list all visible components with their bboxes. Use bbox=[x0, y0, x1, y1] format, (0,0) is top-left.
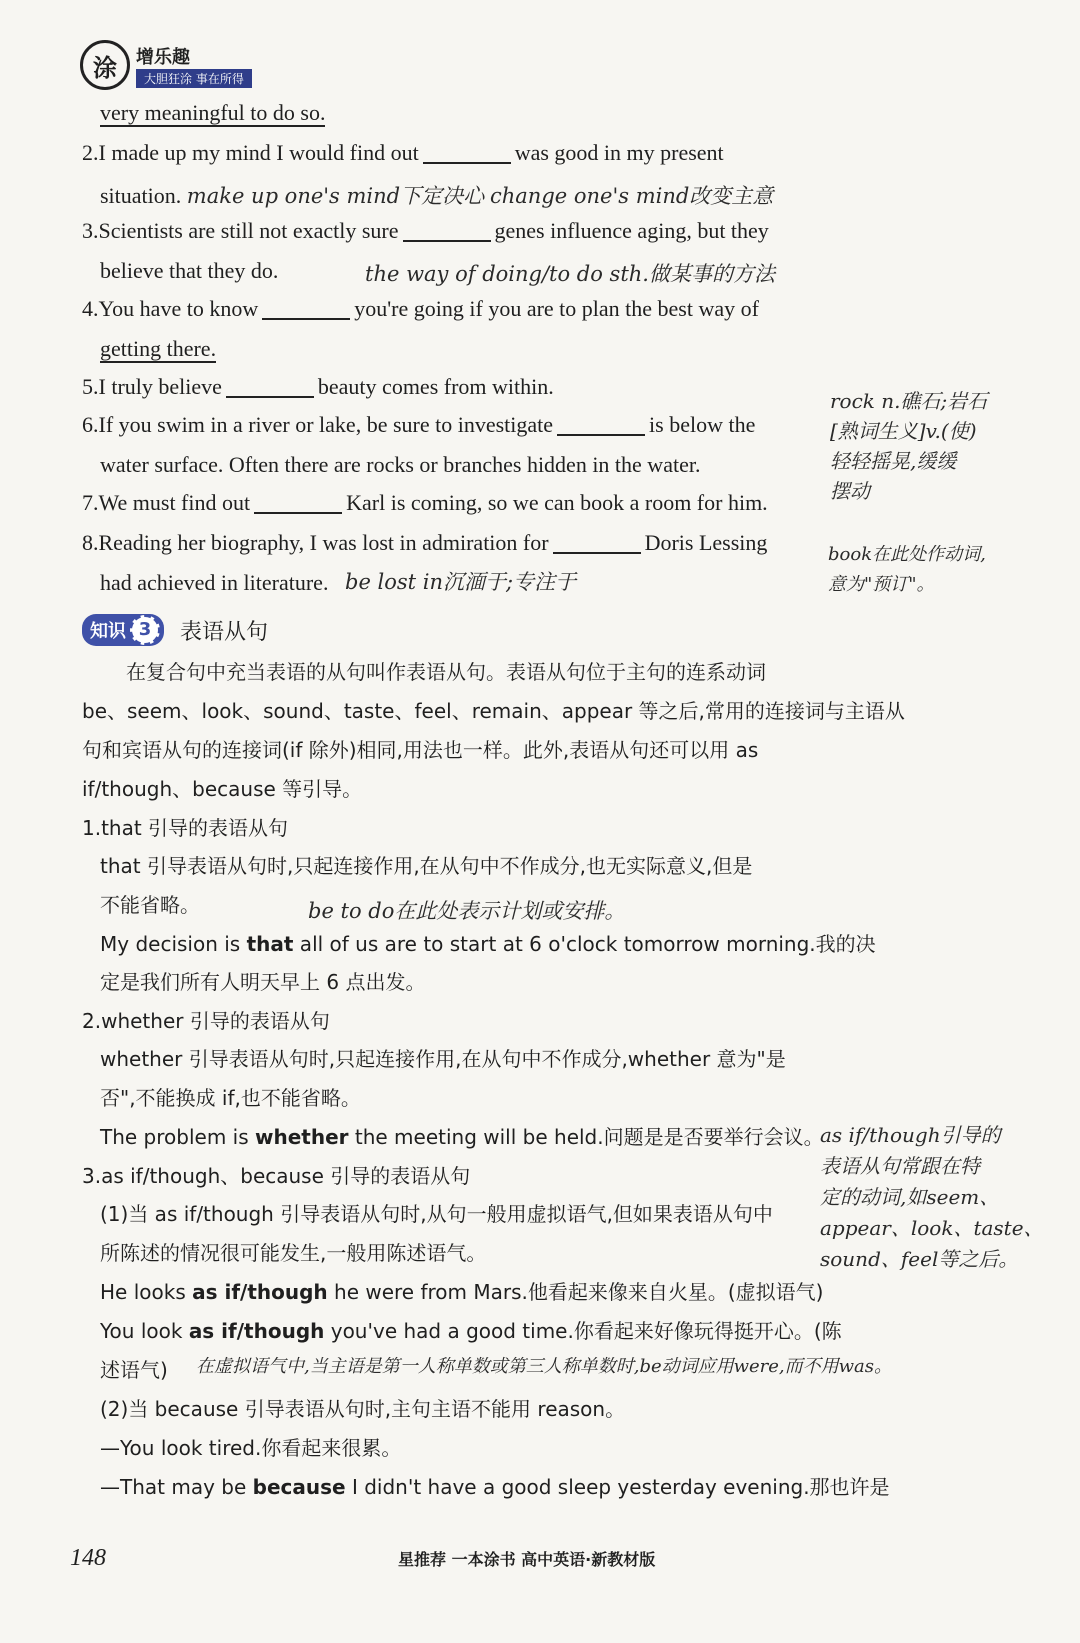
answer-blank[interactable] bbox=[423, 140, 511, 164]
knowledge-badge: 知识 3 bbox=[82, 614, 164, 646]
margin-note-rock: rock n.礁石;岩石 [熟词生义]v.(使) 轻轻摇晃,缓缓 摆动 bbox=[830, 389, 988, 503]
subheading: 2.whether 引导的表语从句 bbox=[82, 1009, 330, 1033]
answer-blank[interactable] bbox=[254, 490, 342, 514]
dialogue-line: —That may be because I didn't have a good sleep yesterday evening.那也许是 bbox=[100, 1475, 890, 1499]
paragraph-line: (2)当 because 引导表语从句时,主句主语不能用 reason。 bbox=[100, 1397, 626, 1421]
dialogue-line: —You look tired.你看起来很累。 bbox=[100, 1436, 402, 1460]
example-sentence: You look as if/though you've had a good time.你看起来好像玩得挺开心。(陈 bbox=[100, 1319, 842, 1343]
question-8-cont: had achieved in literature. bbox=[100, 570, 329, 595]
answer-blank[interactable] bbox=[226, 374, 314, 398]
example-sentence: My decision is that all of us are to start at 6 o'clock tomorrow morning.我的决 bbox=[100, 932, 876, 956]
handwritten-note: the way of doing/to do sth.做某事的方法 bbox=[365, 262, 775, 286]
question-4: 4.You have to know you're going if you are to plan the best way of bbox=[82, 296, 759, 321]
answer-blank[interactable] bbox=[557, 412, 645, 436]
question-2: 2.I made up my mind I would find out was good in my present bbox=[82, 140, 724, 165]
handwritten-note: be to do在此处表示计划或安排。 bbox=[308, 899, 626, 923]
paragraph-line: be、seem、look、sound、taste、feel、remain、appear 等之后,常用的连接词与主语从 bbox=[82, 699, 905, 723]
margin-note-book: book在此处作动词, 意为"预订"。 bbox=[828, 544, 986, 595]
question-4-cont: getting there. bbox=[100, 336, 217, 361]
paragraph-line: (1)当 as if/though 引导表语从句时,从句一般用虚拟语气,但如果表语从句中 bbox=[100, 1202, 773, 1226]
paragraph-line: if/though、because 等引导。 bbox=[82, 777, 363, 801]
question-5: 5.I truly believe beauty comes from within. bbox=[82, 374, 554, 399]
margin-note-asif: as if/though引导的 表语从句常跟在特 定的动词,如seem、 appear、look、taste、 sound、feel等之后。 bbox=[820, 1123, 1044, 1271]
page-number: 148 bbox=[70, 1545, 106, 1571]
brand-slogan: 大胆狂涂 事在所得 bbox=[136, 69, 252, 88]
exercise-line: very meaningful to do so. bbox=[100, 100, 326, 125]
paragraph-line: 述语气) bbox=[100, 1358, 168, 1382]
example-sentence: He looks as if/though he were from Mars.他看起来像来自火星。(虚拟语气) bbox=[100, 1280, 824, 1304]
example-translation: 定是我们所有人明天早上 6 点出发。 bbox=[100, 970, 426, 994]
question-3: 3.Scientists are still not exactly sure genes influence aging, but they bbox=[82, 218, 769, 243]
paragraph-line: whether 引导表语从句时,只起连接作用,在从句中不作成分,whether 意为"是 bbox=[100, 1047, 786, 1071]
answer-blank[interactable] bbox=[262, 296, 350, 320]
logo-icon: 涂 bbox=[80, 40, 130, 90]
question-6: 6.If you swim in a river or lake, be sure to investigate is below the bbox=[82, 412, 756, 437]
section-heading bbox=[82, 614, 268, 646]
question-7: 7.We must find out Karl is coming, so we can book a room for him. bbox=[82, 490, 768, 515]
answer-blank[interactable] bbox=[403, 218, 491, 242]
brand-name: 增乐趣 bbox=[136, 46, 190, 68]
paragraph-line: 所陈述的情况很可能发生,一般用陈述语气。 bbox=[100, 1241, 487, 1265]
section-title: 表语从句 bbox=[180, 619, 269, 645]
handwritten-note: make up one's mind下定决心 bbox=[186, 184, 485, 208]
paragraph-line: 句和宾语从句的连接词(if 除外)相同,用法也一样。此外,表语从句还可以用 as bbox=[82, 738, 759, 762]
paragraph-line: 否",不能换成 if,也不能省略。 bbox=[100, 1086, 361, 1110]
handwritten-note: change one's mind改变主意 bbox=[490, 184, 774, 208]
brand-logo bbox=[80, 40, 252, 90]
subheading: 3.as if/though、because 引导的表语从句 bbox=[82, 1164, 471, 1188]
paragraph-line: 不能省略。 bbox=[100, 893, 200, 917]
footer-book-title: 星推荐 一本涂书 高中英语·新教材版 bbox=[398, 1550, 656, 1569]
paragraph-line: that 引导表语从句时,只起连接作用,在从句中不作成分,也无实际意义,但是 bbox=[100, 854, 753, 878]
question-8: 8.Reading her biography, I was lost in admiration for Doris Lessing bbox=[82, 530, 768, 555]
handwritten-note: be lost in沉湎于;专注于 bbox=[345, 570, 577, 594]
answer-blank[interactable] bbox=[553, 530, 641, 554]
question-6-cont: water surface. Often there are rocks or branches hidden in the water. bbox=[100, 452, 701, 477]
paragraph-line: 在复合句中充当表语的从句叫作表语从句。表语从句位于主句的连系动词 bbox=[126, 660, 766, 684]
subheading: 1.that 引导的表语从句 bbox=[82, 816, 289, 840]
question-3-cont: believe that they do. bbox=[100, 258, 279, 283]
example-sentence: The problem is whether the meeting will be held.问题是是否要举行会议。 bbox=[100, 1125, 824, 1149]
handwritten-note: 在虚拟语气中,当主语是第一人称单数或第三人称单数时,be动词应用were,而不用was。 bbox=[196, 1356, 893, 1377]
question-2-cont: situation. bbox=[100, 183, 182, 208]
